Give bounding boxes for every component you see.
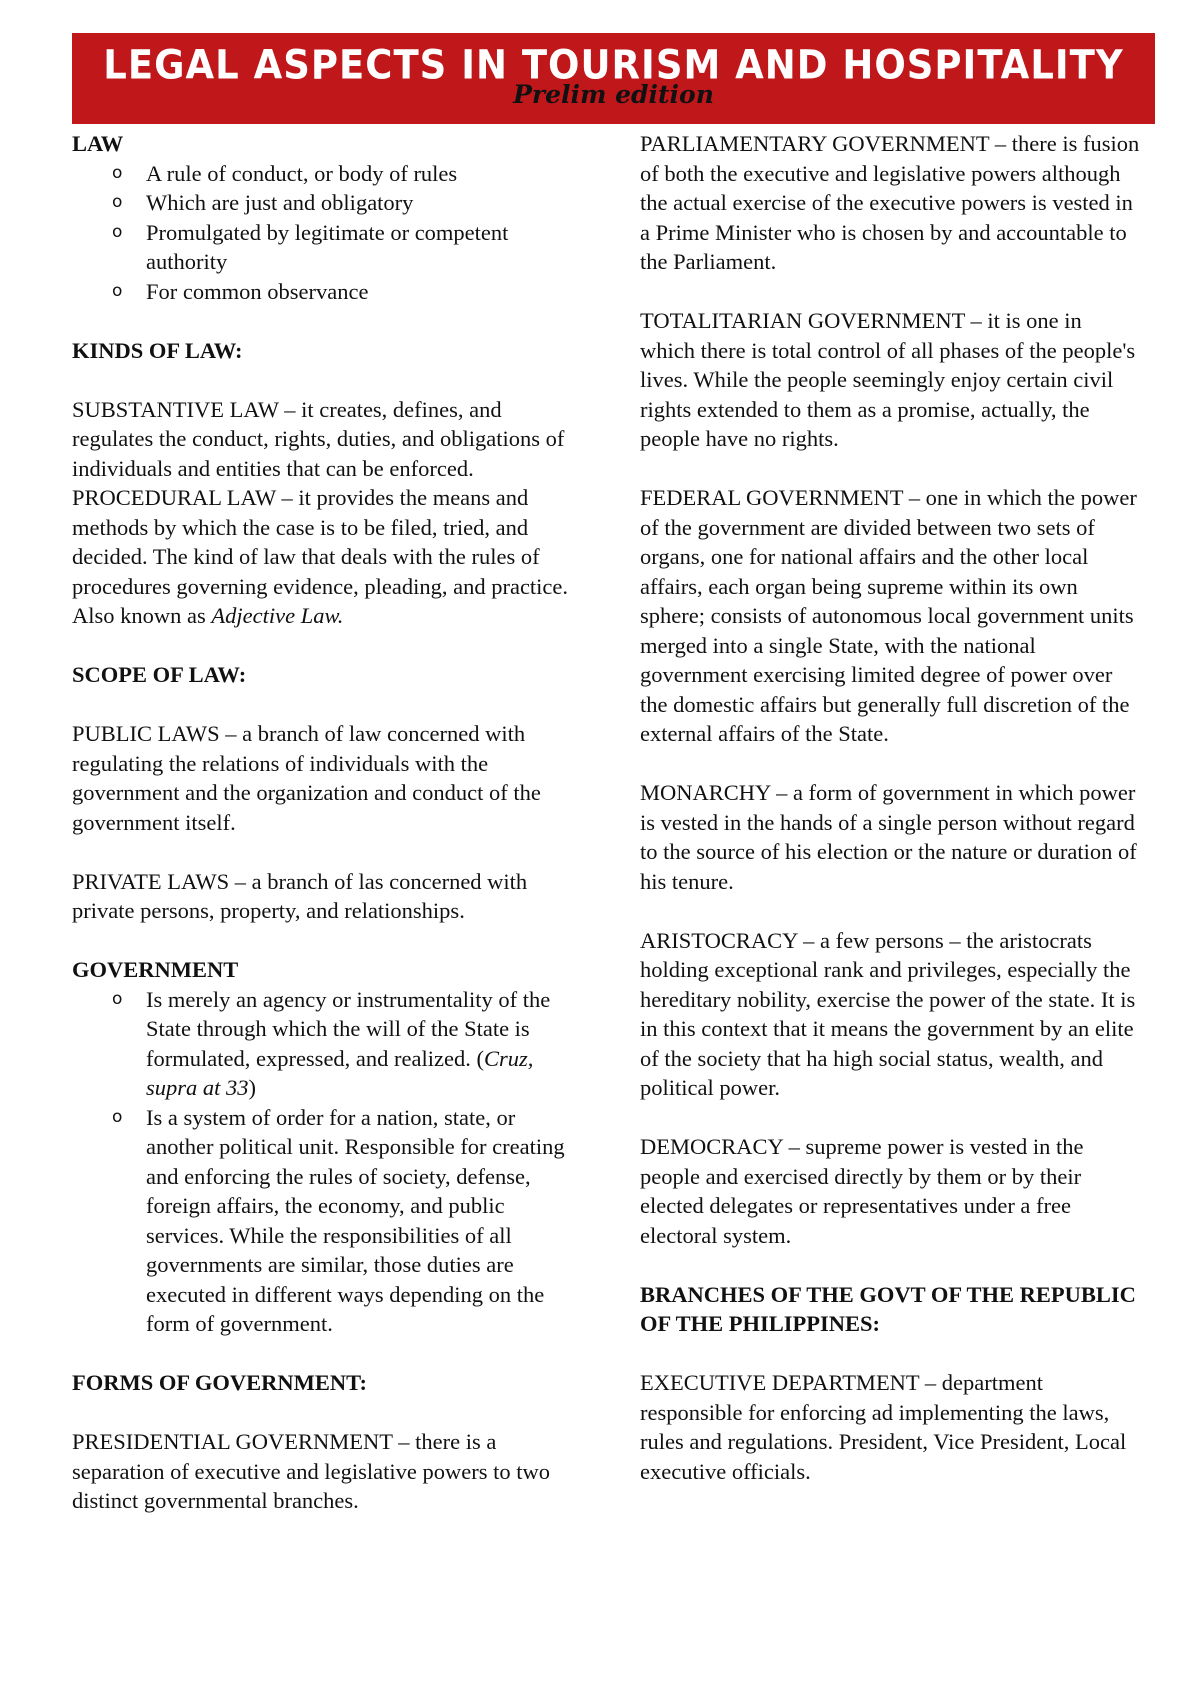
private-laws-paragraph: PRIVATE LAWS – a branch of las concerned with private persons, property, and relationships. — [72, 868, 528, 923]
bullet-icon: o — [112, 1106, 123, 1127]
monarchy-paragraph: MONARCHY – a form of government in which power is vested in the hands of a single person without regard to the source of his election or the nature or duration of his tenure. — [640, 780, 1137, 894]
list-item: o A rule of conduct, or body of rules — [72, 159, 572, 189]
procedural-law-paragraph: PROCEDURAL LAW – it provides the means and methods by which the case is to be filed, tried, and decided. The kind of law that deals with the rules of procedures governing evidence, pleading, and practice. Also known as Adjective Law. — [72, 485, 569, 628]
scope-of-law-heading: SCOPE OF LAW: — [72, 662, 247, 687]
bullet-icon: o — [112, 988, 123, 1009]
democracy-paragraph: DEMOCRACY – supreme power is vested in the people and exercised directly by them or by their elected delegates or representatives under a free electoral system. — [640, 1134, 1084, 1248]
government-list — [72, 985, 572, 1339]
list-item: o Promulgated by legitimate or competent authority — [112, 219, 509, 274]
branches-heading: BRANCHES OF THE GOVT OF THE REPUBLIC OF THE PHILIPPINES: — [640, 1281, 1136, 1336]
bullet-icon: o — [112, 192, 123, 212]
substantive-law-paragraph: SUBSTANTIVE LAW – it creates, defines, and regulates the conduct, rights, duties, and obligations of individuals and entities that can be enforced. — [72, 396, 565, 481]
header-banner — [72, 33, 1155, 124]
totalitarian-government-paragraph: TOTALITARIAN GOVERNMENT – it is one in which there is total control of all phases of the people's lives. While the people seemingly enjoy certain civil rights extended to them as a promise, actually, the people have no rights. — [640, 308, 1136, 451]
right-column — [640, 129, 1140, 1516]
aristocracy-paragraph: ARISTOCRACY – a few persons – the aristocrats holding exceptional rank and privileges, especially the hereditary nobility, exercise the power of the state. It is in this context that it means the government by an elite of the society that ha high social status, wealth, and political power. — [640, 927, 1136, 1100]
list-item: o Is a system of order for a nation, state, or another political unit. Responsible for creating and enforcing the rules of society, defense, foreign affairs, the economy, and public services. While the responsibilities of all governments are similar, those duties are executed in different ways depending on the form of government. — [112, 1104, 565, 1336]
parliamentary-government-paragraph: PARLIAMENTARY GOVERNMENT – there is fusion of both the executive and legislative powers although the actual exercise of the executive powers is vested in a Prime Minister who is chosen by and accountable to the Parliament. — [640, 131, 1140, 274]
presidential-government-paragraph: PRESIDENTIAL GOVERNMENT – there is a separation of executive and legislative powers to two distinct governmental branches. — [72, 1429, 550, 1513]
public-laws-paragraph: PUBLIC LAWS – a branch of law concerned with regulating the relations of individuals with the government and the organization and conduct of the government itself. — [72, 721, 541, 835]
document-title: LEGAL ASPECTS IN TOURISM AND HOSPITALITY — [103, 41, 1124, 89]
bullet-icon: o — [112, 221, 123, 242]
law-heading: LAW — [72, 131, 124, 156]
law-list — [72, 159, 572, 307]
bullet-icon: o — [112, 280, 123, 301]
kinds-of-law-heading: KINDS OF LAW: — [72, 337, 243, 363]
government-section — [72, 955, 572, 1339]
government-heading: GOVERNMENT — [72, 957, 239, 982]
list-item: o Which are just and obligatory — [72, 188, 572, 218]
left-column — [72, 129, 572, 1545]
executive-department-paragraph: EXECUTIVE DEPARTMENT – department responsible for enforcing ad implementing the laws, rules and regulations. President, Vice President, Local executive officials. — [640, 1370, 1127, 1484]
list-item: o For common observance — [72, 277, 572, 307]
forms-of-government-heading: FORMS OF GOVERNMENT: — [72, 1370, 367, 1395]
document-subtitle: Prelim edition — [513, 80, 714, 109]
law-section — [72, 129, 572, 306]
list-item: o Is merely an agency or instrumentality of the State through which the will of the State is formulated, expressed, and realized. (Cruz, supra at 33) — [112, 986, 551, 1100]
bullet-icon: o — [112, 162, 123, 183]
federal-government-paragraph: FEDERAL GOVERNMENT – one in which the power of the government are divided between two sets of organs, one for national affairs and the other local affairs, each organ being supreme within its own sphere; consists of autonomous local government units merged into a single State, with the national government exercising limited degree of power over the domestic affairs but generally full discretion of the external affairs of the State. — [640, 485, 1137, 746]
